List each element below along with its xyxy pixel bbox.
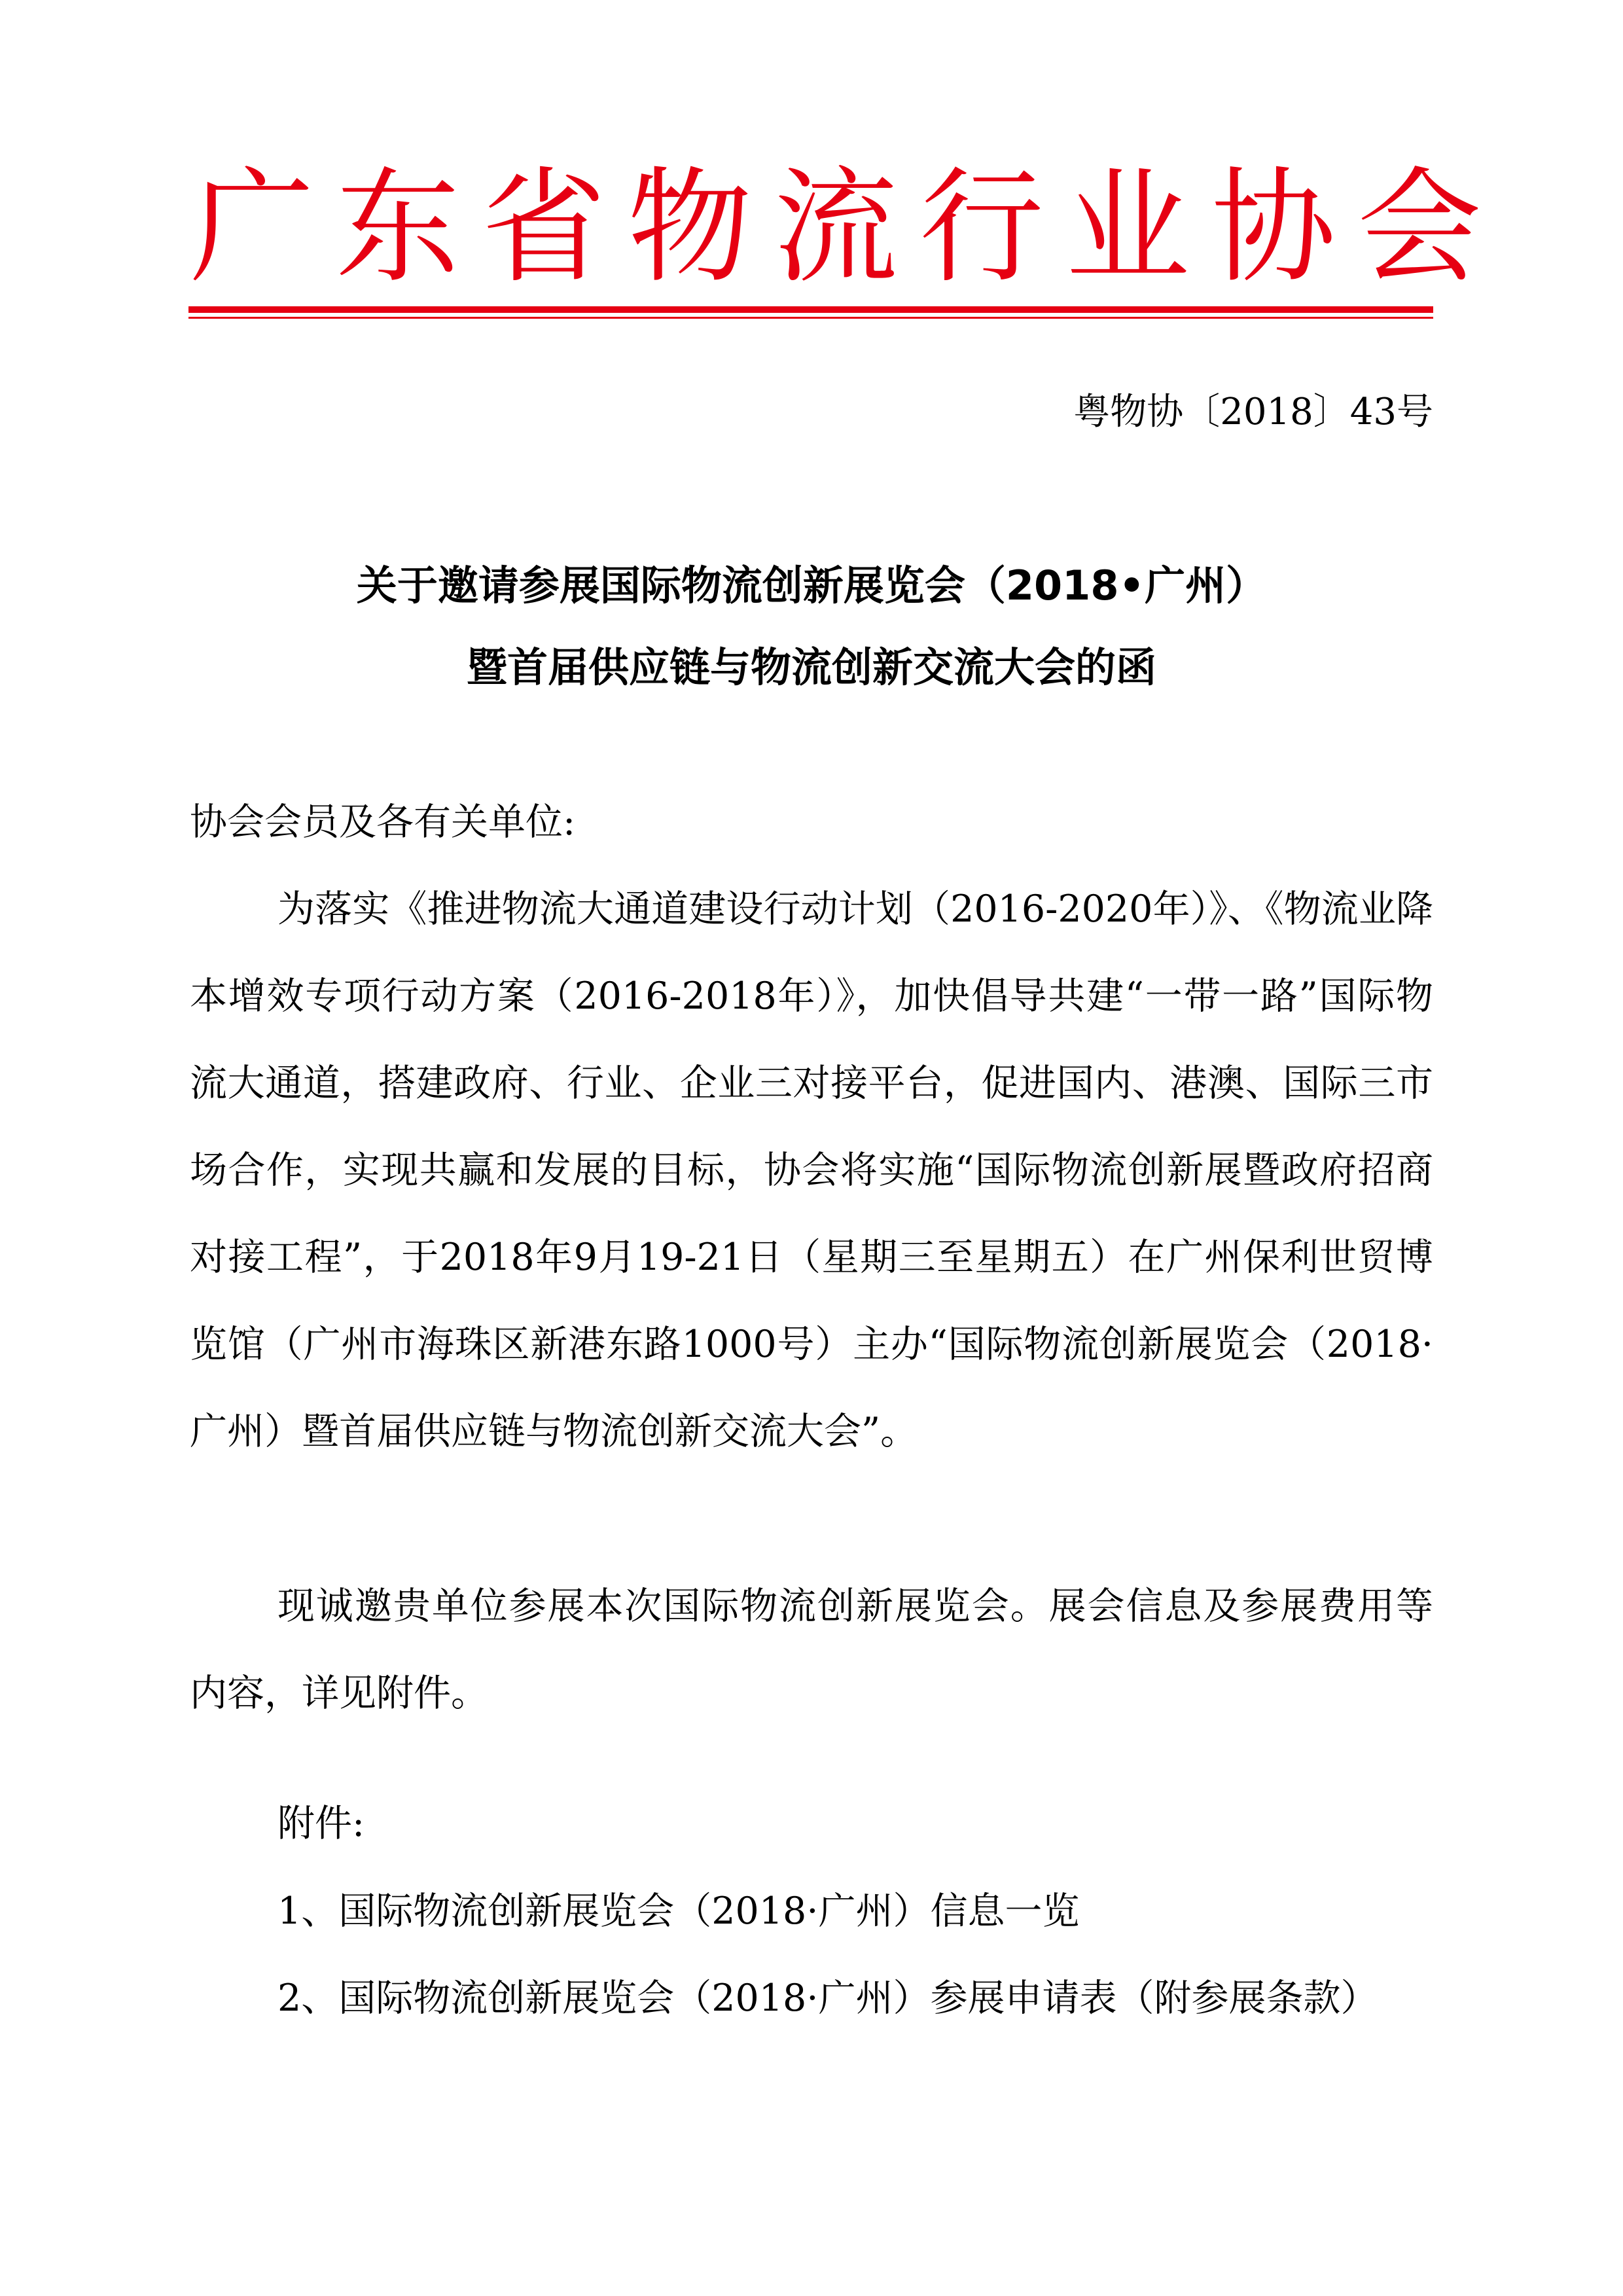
document-title-line-2: 暨首届供应链与物流创新交流大会的函 (466, 643, 1156, 691)
body-paragraph-2: 现诚邀贵单位参展本次国际物流创新展览会。展会信息及参展费用等内容，详见附件。 (190, 1585, 1433, 1715)
letterhead-rule-thick (188, 306, 1433, 313)
letterhead-rule-thin (188, 317, 1433, 319)
attachments-heading: 附件: (277, 1802, 365, 1845)
letterhead-organization-name: 广东省物流行业协会 (190, 155, 1504, 300)
document-title-line-1: 关于邀请参展国际物流创新展览会（2018•广州） (356, 562, 1267, 609)
attachment-item-2: 2、国际物流创新展览会（2018·广州）参展申请表（附参展条款） (277, 1977, 1378, 2020)
document-number: 粤物协〔2018〕43号 (1073, 391, 1433, 433)
attachment-item-1: 1、国际物流创新展览会（2018·广州）信息一览 (277, 1890, 1080, 1933)
salutation: 协会会员及各有关单位: (190, 800, 576, 844)
body-paragraph-1: 为落实《推进物流大通道建设行动计划（2016-2020年）》、《物流业降本增效专项行动方案（2016-2018年）》，加快倡导共建“一带一路”国际物流大通道，搭建政府、行业、企业三对接平台，促进国内、港澳、国际三市场合作，实现共赢和发展的目标，协会将实施“国际物流创新展暨政府招商对接工程”，于2018年9月19-21日（星期三至星期五）在广州保利世贸博览馆（广州市海珠区新港东路1000号）主办“国际物流创新展览会（2018·广州）暨首届供应链与物流创新交流大会”。 (190, 888, 1433, 1453)
